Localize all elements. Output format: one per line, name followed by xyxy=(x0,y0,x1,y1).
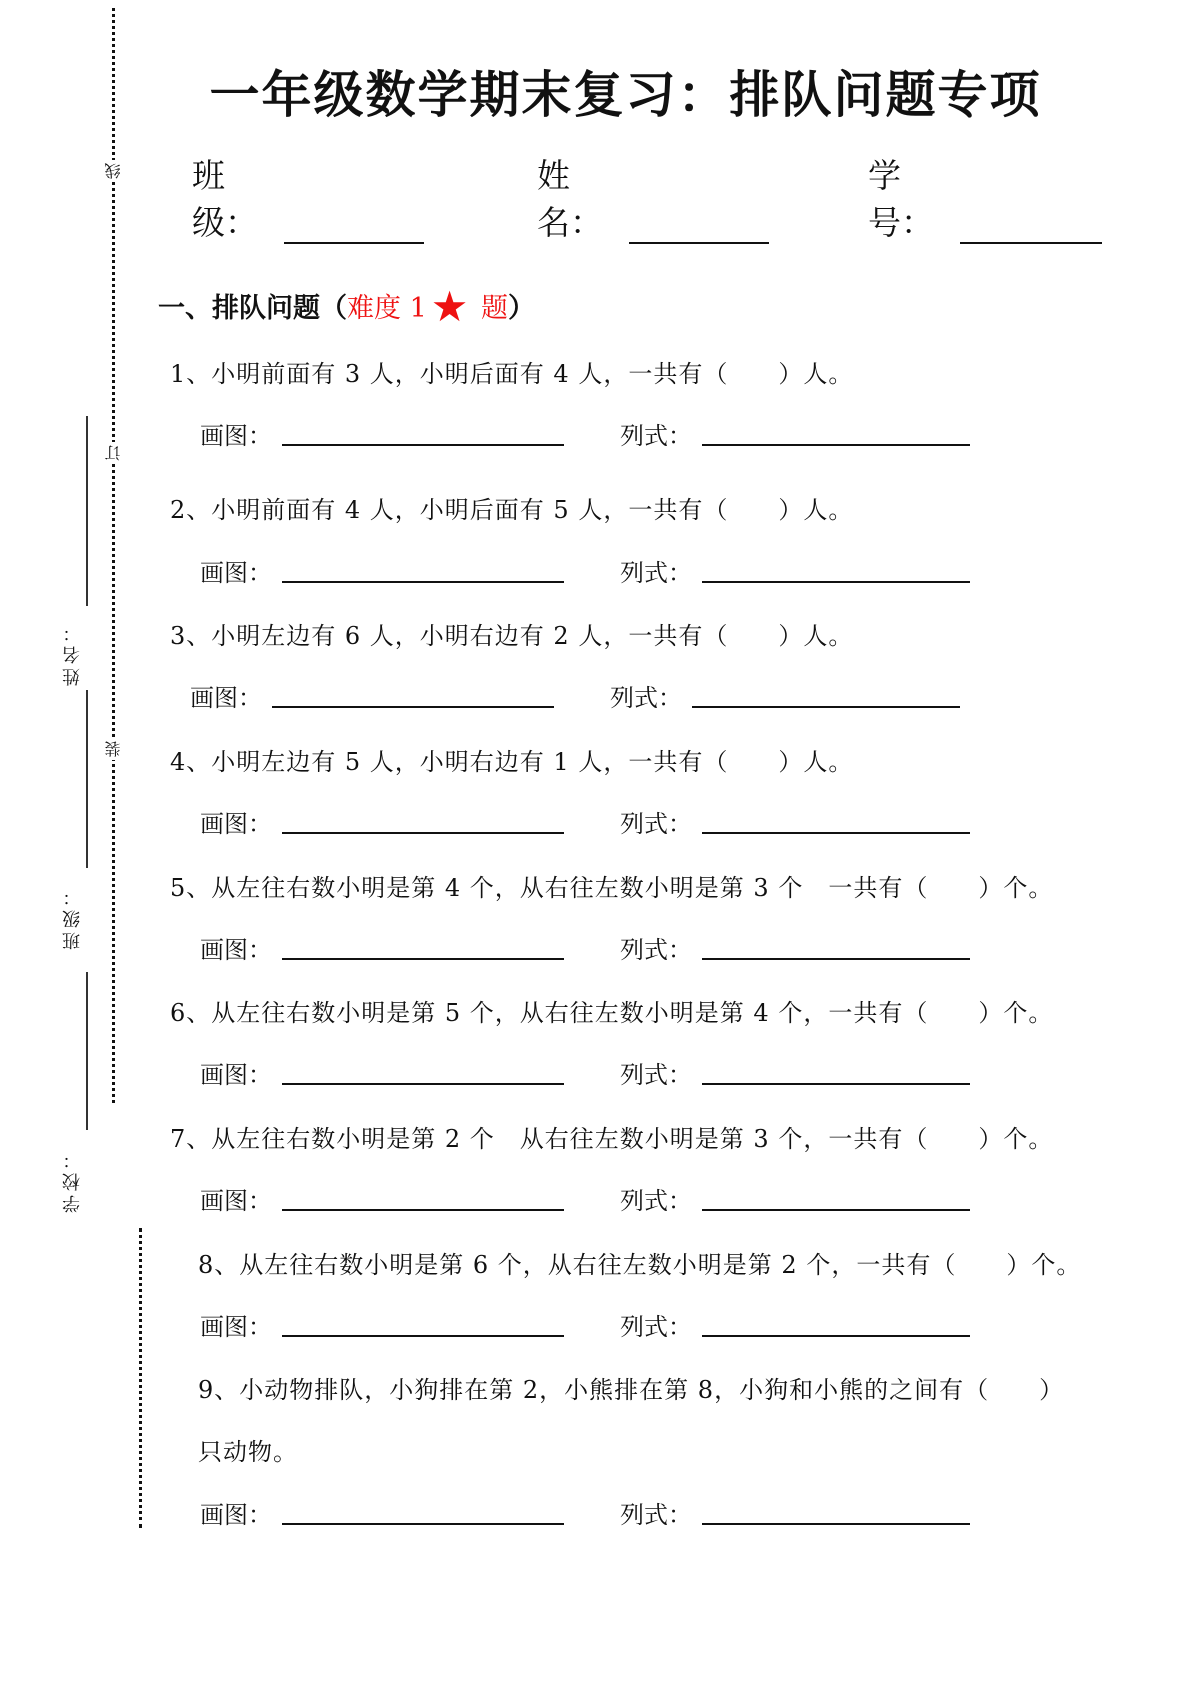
formula-answer-line[interactable] xyxy=(692,706,960,708)
drawing-label: 画图： xyxy=(190,684,262,712)
name-input-line[interactable] xyxy=(629,212,769,244)
question-1: 1、小明前面有 3 人，小明后面有 4 人，一共有（ ）人。 xyxy=(170,360,854,388)
formula-answer-line[interactable] xyxy=(702,1083,970,1085)
difficulty-suffix: 题 xyxy=(472,293,509,324)
binding-mark-ding: 订 xyxy=(102,442,125,464)
difficulty-label: 难度 1 xyxy=(347,293,427,324)
binding-label-class: 班级： xyxy=(64,880,82,954)
drawing-label: 画图： xyxy=(200,559,272,587)
page-title: 一年级数学期末复习：排队问题专项 xyxy=(209,66,1042,124)
class-write-line xyxy=(86,690,88,868)
class-input-line[interactable] xyxy=(284,212,424,244)
class-field[interactable] xyxy=(192,150,424,244)
binding-mark-xian: 线 xyxy=(102,160,125,182)
student-no-input-line[interactable] xyxy=(960,212,1102,244)
drawing-answer-line[interactable] xyxy=(282,1523,564,1525)
drawing-label: 画图： xyxy=(200,1313,272,1341)
formula-answer-line[interactable] xyxy=(702,832,970,834)
drawing-label: 画图： xyxy=(200,1501,272,1529)
formula-label: 列式： xyxy=(620,422,692,450)
question-4: 4、小明左边有 5 人，小明右边有 1 人，一共有（ ）人。 xyxy=(170,748,854,776)
section-heading-close: ） xyxy=(508,293,536,324)
binding-label-name: 姓名： xyxy=(64,616,82,690)
formula-label: 列式： xyxy=(620,1501,692,1529)
formula-label: 列式： xyxy=(620,1313,692,1341)
drawing-answer-line[interactable] xyxy=(282,444,564,446)
question-5: 5、从左往右数小明是第 4 个，从右往左数小明是第 3 个 一共有（ ）个。 xyxy=(170,874,1054,902)
star-icon: ★ xyxy=(430,282,469,331)
section-heading-prefix: 一、排队问题（ xyxy=(158,293,347,324)
question-9: 9、小动物排队，小狗排在第 2，小熊排在第 8，小狗和小熊的之间有（ ） xyxy=(198,1376,1065,1404)
name-field[interactable] xyxy=(537,150,769,244)
formula-label: 列式： xyxy=(620,810,692,838)
section-heading xyxy=(158,282,536,331)
question-9-continued: 只动物。 xyxy=(198,1438,298,1466)
class-label: 班级： xyxy=(192,156,258,242)
drawing-label: 画图： xyxy=(200,936,272,964)
drawing-answer-line[interactable] xyxy=(282,958,564,960)
drawing-answer-line[interactable] xyxy=(282,1083,564,1085)
student-no-field[interactable] xyxy=(868,150,1102,244)
drawing-answer-line[interactable] xyxy=(282,1335,564,1337)
formula-label: 列式： xyxy=(620,559,692,587)
formula-answer-line[interactable] xyxy=(702,1335,970,1337)
question-7: 7、从左往右数小明是第 2 个 从右往左数小明是第 3 个，一共有（ ）个。 xyxy=(170,1125,1054,1153)
name-label: 姓名： xyxy=(537,156,603,242)
binding-mark-zhuang: 装 xyxy=(102,738,125,760)
school-write-line xyxy=(86,972,88,1130)
drawing-label: 画图： xyxy=(200,810,272,838)
formula-answer-line[interactable] xyxy=(702,1523,970,1525)
formula-label: 列式： xyxy=(620,936,692,964)
binding-label-school: 学校： xyxy=(64,1143,82,1217)
drawing-answer-line[interactable] xyxy=(272,706,554,708)
question-3: 3、小明左边有 6 人，小明右边有 2 人，一共有（ ）人。 xyxy=(170,622,854,650)
drawing-answer-line[interactable] xyxy=(282,1209,564,1211)
formula-answer-line[interactable] xyxy=(702,581,970,583)
drawing-label: 画图： xyxy=(200,1061,272,1089)
drawing-label: 画图： xyxy=(200,1187,272,1215)
formula-answer-line[interactable] xyxy=(702,444,970,446)
question-8: 8、从左往右数小明是第 6 个，从右往左数小明是第 2 个，一共有（ ）个。 xyxy=(198,1251,1082,1279)
student-no-label: 学号： xyxy=(868,156,934,242)
question-2: 2、小明前面有 4 人，小明后面有 5 人，一共有（ ）人。 xyxy=(170,496,854,524)
name-write-line xyxy=(86,416,88,606)
question-6: 6、从左往右数小明是第 5 个，从右往左数小明是第 4 个，一共有（ ）个。 xyxy=(170,999,1054,1027)
drawing-answer-line[interactable] xyxy=(282,581,564,583)
binding-dotted-line-lower xyxy=(139,1228,142,1528)
drawing-label: 画图： xyxy=(200,422,272,450)
formula-label: 列式： xyxy=(620,1187,692,1215)
formula-answer-line[interactable] xyxy=(702,1209,970,1211)
drawing-answer-line[interactable] xyxy=(282,832,564,834)
formula-answer-line[interactable] xyxy=(702,958,970,960)
formula-label: 列式： xyxy=(620,1061,692,1089)
formula-label: 列式： xyxy=(610,684,682,712)
